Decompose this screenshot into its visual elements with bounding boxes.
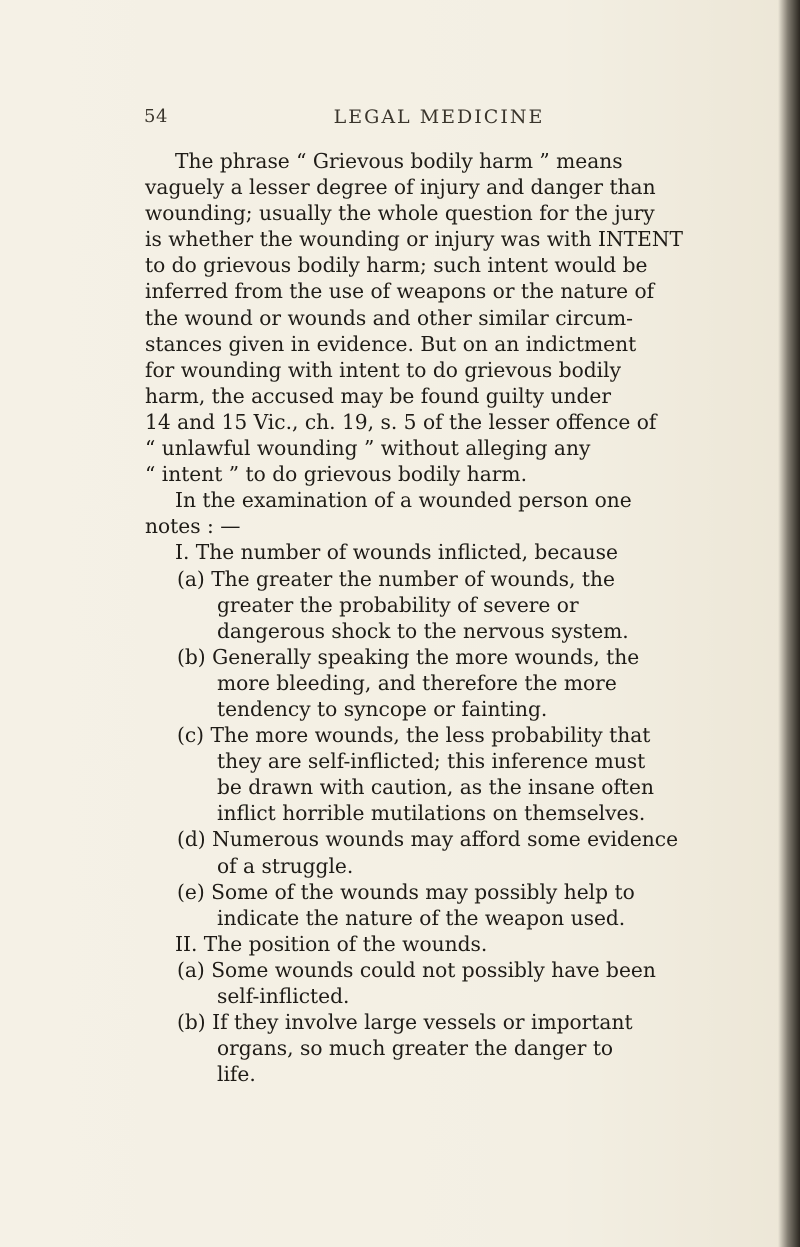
- text-line: inflict horrible mutilations on themselves.: [217, 801, 646, 826]
- text-line: be drawn with caution, as the insane often: [217, 775, 654, 800]
- text-line: the wound or wounds and other similar circum-: [145, 305, 633, 330]
- text-line: I. The number of wounds inflicted, because: [175, 540, 618, 565]
- text-line: wounding; usually the whole question for the jury: [145, 201, 655, 226]
- text-line: stances given in evidence. But on an indictment: [145, 331, 637, 356]
- text-line: 14 and 15 Vic., ch. 19, s. 5 of the lesser offence of: [145, 409, 657, 434]
- text-line: they are self-inflicted; this inference must: [217, 749, 646, 774]
- text-line: more bleeding, and therefore the more: [217, 670, 617, 695]
- page-number: 54: [144, 106, 168, 127]
- text-line: notes : —: [145, 514, 241, 539]
- text-line: (c) The more wounds, the less probability that: [177, 723, 651, 748]
- text-line: “ unlawful wounding ” without alleging any: [145, 436, 591, 461]
- text-line: to do grievous bodily harm; such intent would be: [145, 253, 648, 278]
- page-binding-edge: [778, 0, 800, 1247]
- text-line: dangerous shock to the nervous system.: [217, 618, 629, 643]
- body-text: [145, 148, 735, 1087]
- text-line: The phrase “ Grievous bodily harm ” means: [175, 149, 623, 173]
- text-line: is whether the wounding or injury was with INTENT: [145, 227, 683, 252]
- text-line: (d) Numerous wounds may afford some evidence: [177, 827, 679, 852]
- text-line: In the examination of a wounded person one: [175, 488, 632, 513]
- text-line: harm, the accused may be found guilty under: [145, 383, 611, 408]
- text-line: II. The position of the wounds.: [175, 931, 488, 956]
- text-line: organs, so much greater the danger to: [217, 1036, 614, 1061]
- text-line: “ intent ” to do grievous bodily harm.: [145, 462, 527, 487]
- text-line: (b) Generally speaking the more wounds, the: [177, 644, 640, 669]
- text-line: (a) Some wounds could not possibly have been: [177, 957, 656, 982]
- text-line: indicate the nature of the weapon used.: [217, 905, 626, 930]
- text-line: (a) The greater the number of wounds, the: [177, 566, 615, 591]
- text-line: tendency to syncope or fainting.: [217, 696, 548, 721]
- page-header: [144, 100, 734, 130]
- text-line: greater the probability of severe or: [217, 592, 579, 617]
- text-line: inferred from the use of weapons or the nature of: [145, 279, 655, 304]
- text-line: (b) If they involve large vessels or important: [177, 1010, 633, 1035]
- text-line: (e) Some of the wounds may possibly help to: [177, 879, 635, 904]
- text-line: of a struggle.: [217, 853, 354, 878]
- text-line: vaguely a lesser degree of injury and danger than: [145, 175, 656, 200]
- text-line: for wounding with intent to do grievous bodily: [145, 357, 621, 382]
- text-line: self-inflicted.: [217, 984, 350, 1008]
- text-line: life.: [217, 1062, 256, 1087]
- running-title: LEGAL MEDICINE: [333, 106, 545, 128]
